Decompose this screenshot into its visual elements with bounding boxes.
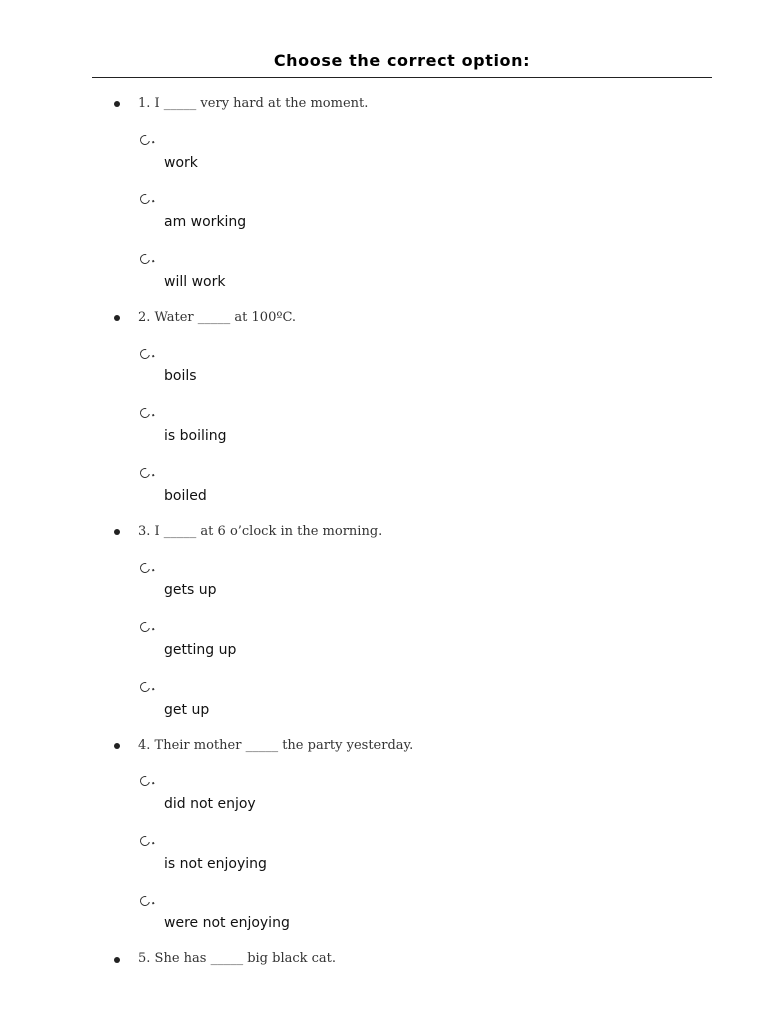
radio-button[interactable] [138, 561, 152, 575]
option-label[interactable]: boils [164, 368, 197, 384]
radio-button[interactable] [138, 620, 152, 634]
option-label[interactable]: getting up [164, 642, 237, 658]
radio-button[interactable] [138, 133, 152, 147]
radio-button[interactable] [138, 252, 152, 266]
bullet [114, 315, 120, 321]
question-text: 3. I _____ at 6 o’clock in the morning. [138, 524, 383, 539]
option-label[interactable]: is not enjoying [164, 856, 267, 872]
bullet [114, 957, 120, 963]
radio-button[interactable] [138, 774, 152, 788]
option-label[interactable]: boiled [164, 488, 207, 504]
option-label[interactable]: were not enjoying [164, 915, 290, 931]
radio-button[interactable] [138, 680, 152, 694]
option-label[interactable]: gets up [164, 582, 217, 598]
bullet [114, 529, 120, 535]
question-text: 5. She has _____ big black cat. [138, 951, 337, 966]
radio-button[interactable] [138, 406, 152, 420]
bullet [114, 743, 120, 749]
option-label[interactable]: work [164, 155, 198, 171]
option-label[interactable]: get up [164, 702, 210, 718]
radio-button[interactable] [138, 834, 152, 848]
option-label[interactable]: is boiling [164, 428, 227, 444]
question-text: 4. Their mother _____ the party yesterday. [138, 738, 414, 753]
radio-button[interactable] [138, 192, 152, 206]
bullet [114, 101, 120, 107]
question-text: 1. I _____ very hard at the moment. [138, 96, 369, 111]
radio-button[interactable] [138, 347, 152, 361]
radio-button[interactable] [138, 466, 152, 480]
option-label[interactable]: will work [164, 274, 226, 290]
page-title: Choose the correct option: [273, 51, 531, 70]
radio-button[interactable] [138, 894, 152, 908]
option-label[interactable]: am working [164, 214, 247, 230]
option-label[interactable]: did not enjoy [164, 796, 256, 812]
question-text: 2. Water _____ at 100ºC. [138, 310, 297, 325]
